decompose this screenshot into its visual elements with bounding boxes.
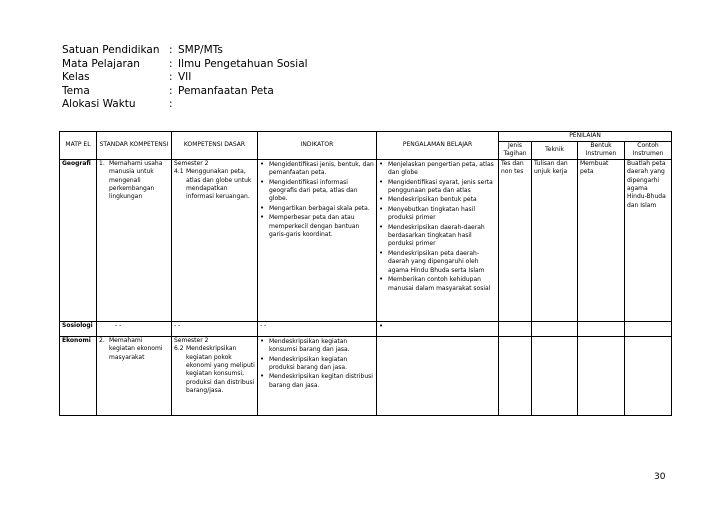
teknik-cell <box>532 336 578 415</box>
header-value: Pemanfaatan Peta <box>178 84 274 97</box>
header-colon: : <box>169 84 173 97</box>
col-kompetensi-dasar: KOMPETENSI DASAR <box>172 132 258 160</box>
standar-cell <box>97 159 172 321</box>
header-row <box>62 85 308 99</box>
header-value: VII <box>178 71 192 83</box>
kompetensi-cell <box>172 336 258 415</box>
list-item: • Mendeskripsikan kegitan distribusi barang dan jasa. <box>260 372 374 390</box>
indikator-cell <box>258 159 377 321</box>
list-item: • Memberikan contoh kehidupan manusai dalam masyarakat sosial <box>379 275 496 293</box>
header-colon: : <box>169 44 173 56</box>
kd-semester: Semester 2 <box>174 159 209 167</box>
kd-number: 4.1 <box>174 168 184 176</box>
jenis-cell <box>499 336 532 415</box>
col-matpel: MATP EL <box>60 132 97 160</box>
jenis-cell <box>499 321 532 336</box>
list-item: • Mendeskripsikan bentuk peta <box>379 195 496 204</box>
syllabus-table <box>59 131 672 416</box>
kompetensi-cell <box>172 159 258 321</box>
mapel-cell: Ekonomi <box>60 336 97 415</box>
header-key: Satuan Pendidikan <box>62 44 160 56</box>
pengalaman-cell <box>377 321 499 336</box>
contoh-cell: Buatlah peta daerah yang dipengarhi agama Hindu-Bhuda dan Islam <box>625 159 672 321</box>
teknik-cell <box>532 321 578 336</box>
header-value: Ilmu Pengetahuan Sosial <box>178 57 308 70</box>
header-value: SMP/MTs <box>178 44 223 56</box>
bentuk-cell <box>578 336 625 415</box>
bullet-icon <box>379 323 388 330</box>
list-item: • Mengidentifikasi informasi geografis dari peta, atlas dan globe. <box>260 178 374 204</box>
header-row <box>62 58 308 72</box>
sk-number: 1. <box>99 159 105 167</box>
col-pengalaman-belajar: PENGALAMAN BELAJAR <box>377 132 499 160</box>
list-item: • Mengidentifikasi jenis, bentuk, dan pemanfaatan peta. <box>260 160 374 178</box>
table-row <box>60 321 672 336</box>
col-bentuk-instrumen: Bentuk Instrumen <box>578 142 625 160</box>
kd-semester: Semester 2 <box>174 336 209 344</box>
mapel-cell: Sosiologi <box>60 321 97 336</box>
list-item: • Memperbesar peta dan atau memperkecil dengan bantuan garis-garis koordinat. <box>260 213 374 239</box>
indikator-cell <box>258 336 377 415</box>
page-number: 30 <box>654 472 666 482</box>
list-item: • Menjelaskan pengertian peta, atlas dan globe <box>379 160 496 178</box>
document-header <box>62 44 308 112</box>
contoh-cell <box>625 321 672 336</box>
kd-text: Menggunakan peta, atlas dan globe untuk mendapatkan informasi keruangan. <box>186 168 252 201</box>
standar-cell <box>97 336 172 415</box>
list-item: • Menyebutkan tingkatan hasil produksi primer <box>379 205 496 223</box>
kompetensi-cell: - - <box>172 321 258 336</box>
jenis-cell: Tes dan non tes <box>499 159 532 321</box>
header-row <box>62 44 308 58</box>
indikator-cell: - - <box>258 321 377 336</box>
header-key: Alokasi Waktu <box>62 98 136 110</box>
bentuk-cell <box>578 321 625 336</box>
standar-cell: - - <box>97 321 172 336</box>
header-row <box>62 98 308 112</box>
contoh-cell <box>625 336 672 415</box>
list-item: • Mendeskripsikan kegiatan konsumsi barang dan jasa. <box>260 337 374 355</box>
teknik-cell: Tulisan dan unjuk kerja <box>532 159 578 321</box>
col-standar-kompetensi: STANDAR KOMPETENSI <box>97 132 172 160</box>
header-key: Tema <box>62 84 90 97</box>
list-item: • Mendeskripsikan kegiatan produksi barang dan jasa. <box>260 355 374 373</box>
table-row <box>60 336 672 415</box>
col-indikator: INDIKATOR <box>258 132 377 160</box>
kd-text: Mendeskripsikan kegiatan pokok ekonomi yang meliputi kegiatan konsumsi, produksi dan distribusi barang/jasa. <box>186 345 255 395</box>
header-key: Mata Pelajaran <box>62 57 140 70</box>
sk-number: 2. <box>99 336 105 344</box>
table-row <box>60 159 672 321</box>
pengalaman-cell <box>377 159 499 321</box>
sk-text: Memahami usaha manusia untuk mengenali perkembangan lingkungan <box>109 159 163 201</box>
list-item: • Mengartikan berbagai skala peta. <box>260 204 374 213</box>
mapel-cell: Geografi <box>60 159 97 321</box>
kd-number: 6.2 <box>174 345 184 353</box>
sk-text: Memahami kegiatan ekonomi masyarakat <box>109 336 163 361</box>
header-colon: : <box>169 71 173 83</box>
list-item: • Mendeskripsikan daerah-daerah berdasarkan tingkatan hasil porduksi primer <box>379 223 496 249</box>
pengalaman-cell <box>377 336 499 415</box>
header-colon: : <box>169 57 173 70</box>
col-jenis-tagihan: Jenis Tagihan <box>499 142 532 160</box>
header-row <box>62 71 308 85</box>
list-item: • Mengidentifikasi syarat, jenis serta penggunaan peta dan atlas <box>379 178 496 196</box>
col-penilaian: PENILAIAN <box>499 132 672 142</box>
col-teknik: Teknik <box>532 142 578 160</box>
bentuk-cell: Membuat peta <box>578 159 625 321</box>
header-key: Kelas <box>62 71 90 83</box>
list-item: • Mendeskripsikan peta daerah-daerah yang dipengaruhi oleh agama Hindu Bhuda serta Islam <box>379 249 496 275</box>
col-contoh-instrumen: Contoh Instrumen <box>625 142 672 160</box>
header-colon: : <box>169 98 173 110</box>
